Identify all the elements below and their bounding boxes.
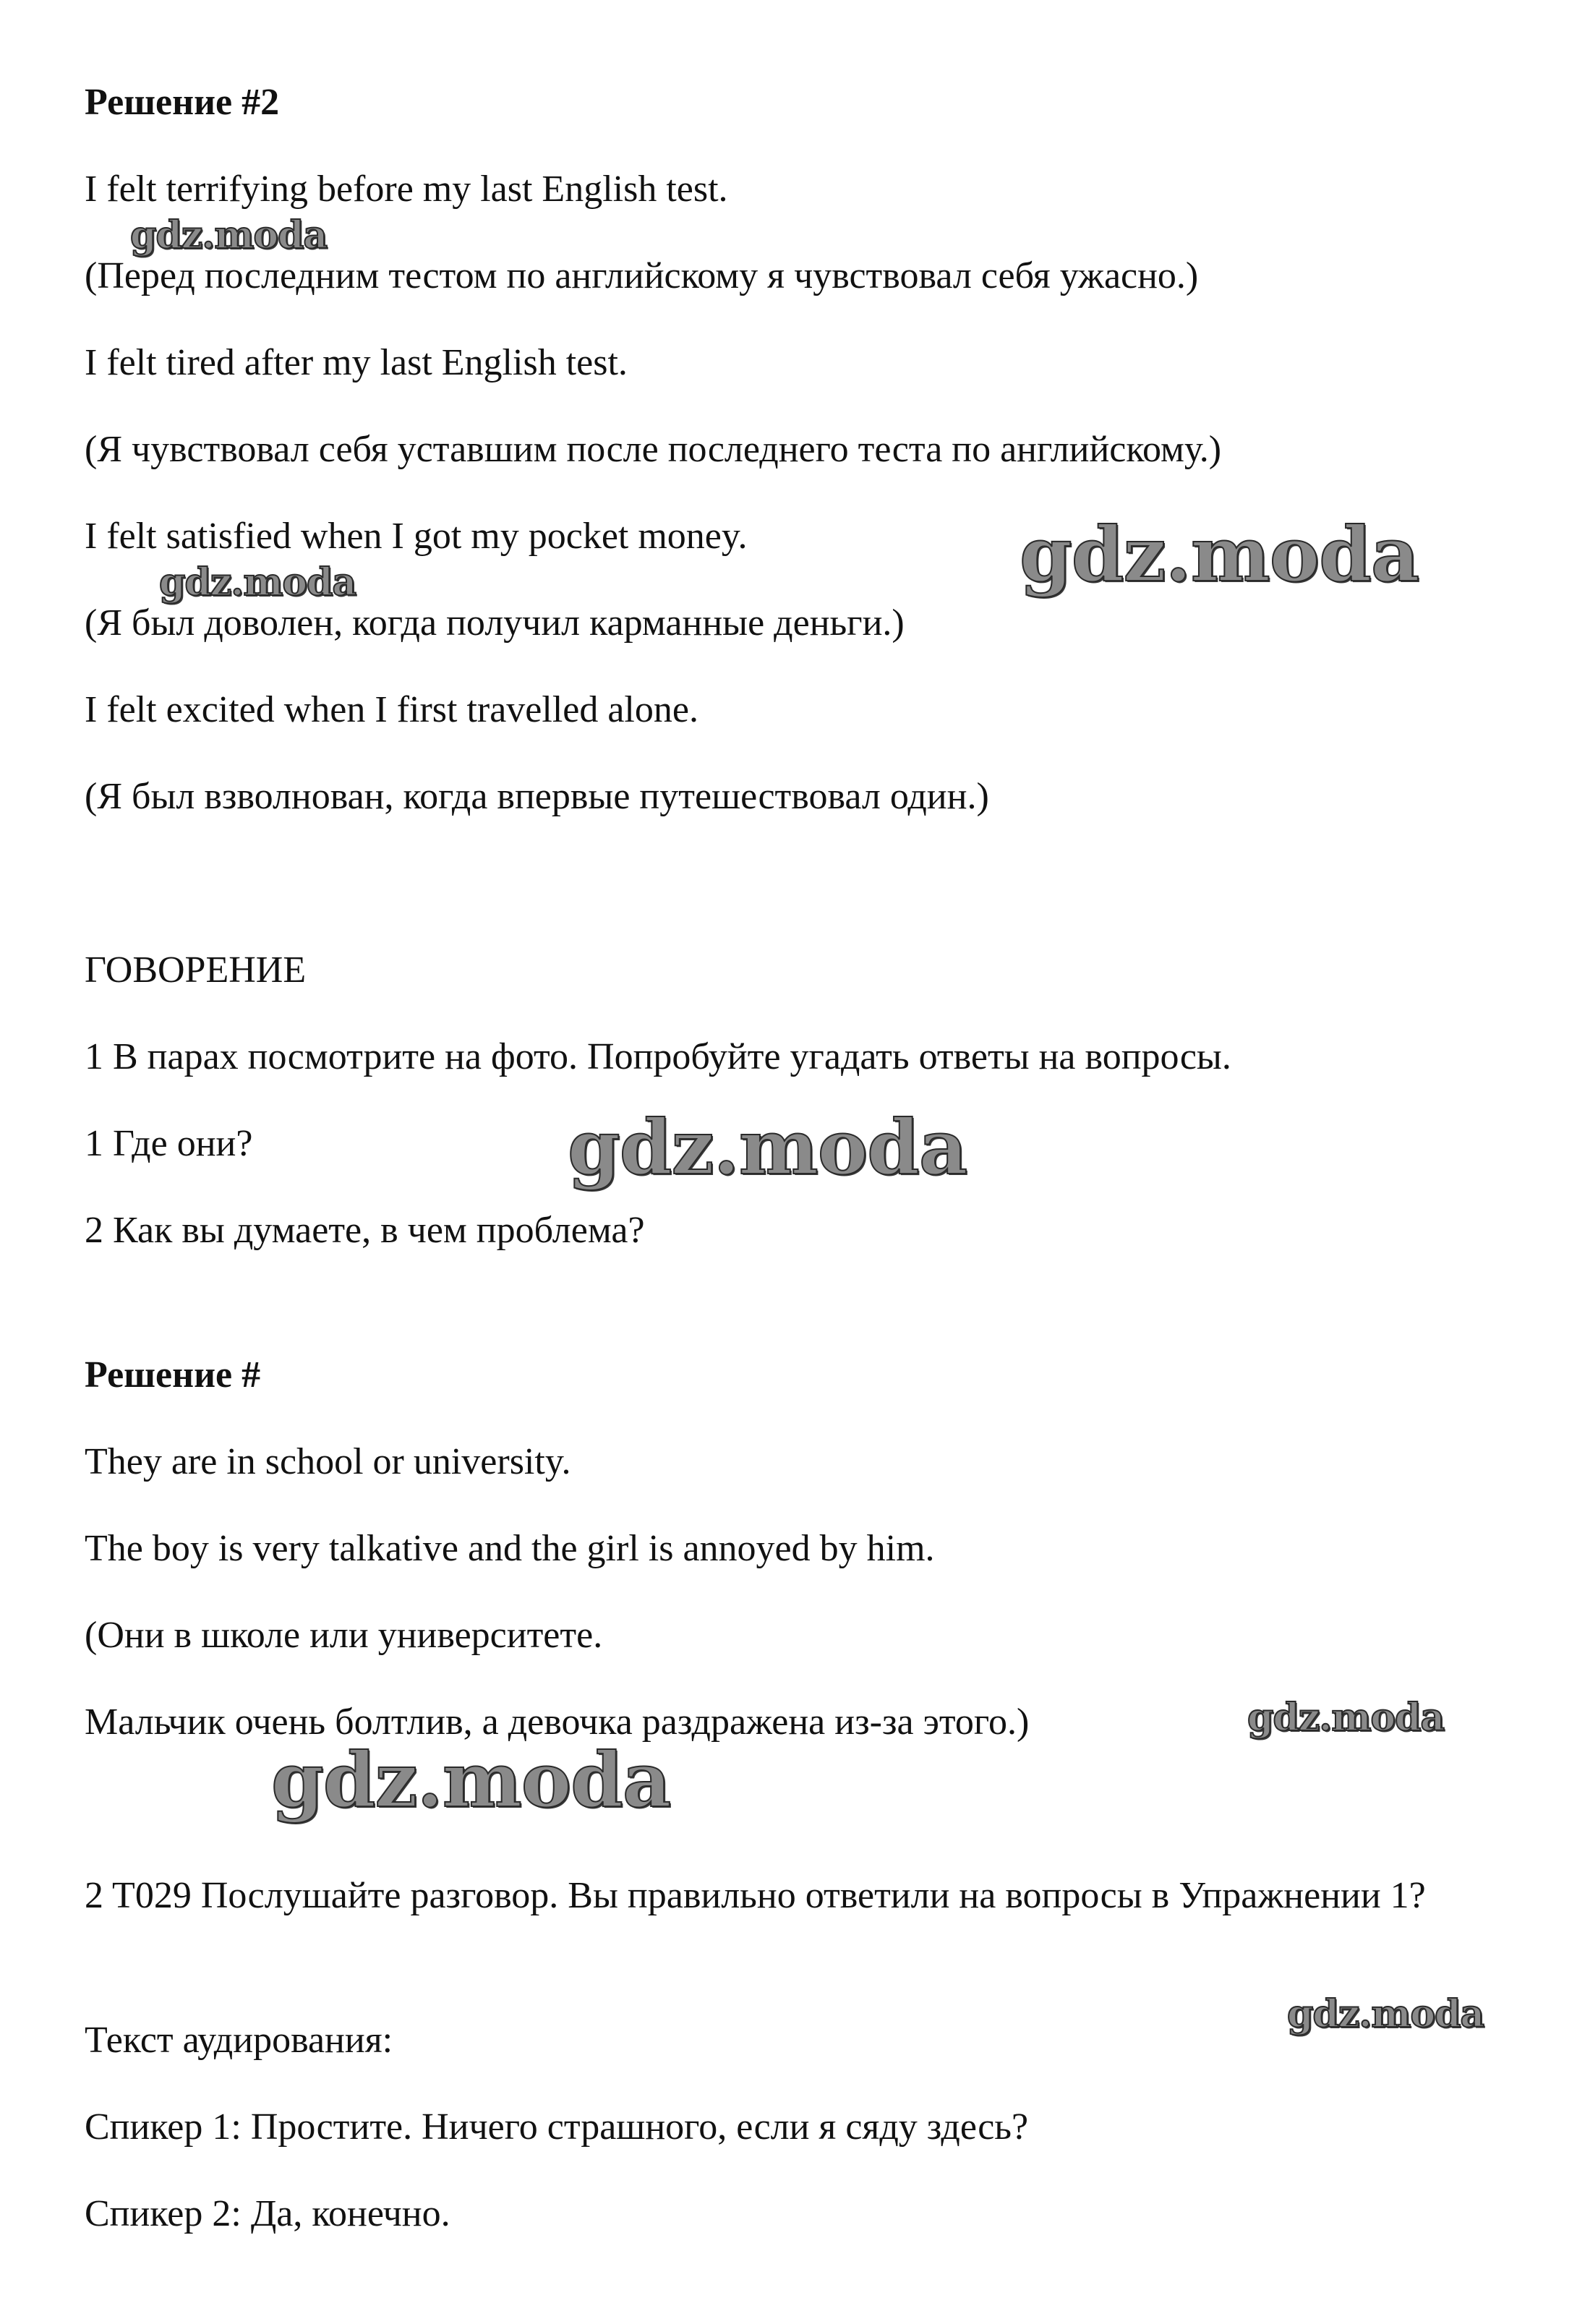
listening-script-label: Текст аудирования: bbox=[85, 2020, 393, 2061]
translation-line-5: (Они в школе или университете. bbox=[85, 1615, 603, 1656]
speaking-question-1: 1 Где они? bbox=[85, 1123, 253, 1164]
solution-heading-2: Решение #2 bbox=[85, 82, 280, 123]
watermark-logo: gdz.moda bbox=[1287, 1992, 1484, 2036]
answer-line-4: I felt excited when I first travelled alone. bbox=[85, 689, 698, 730]
answer-line-5: They are in school or university. bbox=[85, 1441, 571, 1482]
translation-line-3: (Я был доволен, когда получил карманные деньги.) bbox=[85, 602, 905, 644]
dialogue-line-1: Спикер 1: Простите. Ничего страшного, если я сяду здесь? bbox=[85, 2106, 1029, 2148]
watermark-logo: gdz.moda bbox=[159, 560, 356, 605]
watermark-logo: gdz.moda bbox=[1247, 1696, 1445, 1740]
translation-line-2: (Я чувствовал себя уставшим после последнего теста по английскому.) bbox=[85, 429, 1222, 470]
translation-line-6: Мальчик очень болтлив, а девочка раздражена из-за этого.) bbox=[85, 1701, 1030, 1743]
watermark-logo: gdz.moda bbox=[568, 1103, 967, 1192]
speaking-task: 1 В парах посмотрите на фото. Попробуйте угадать ответы на вопросы. bbox=[85, 1036, 1231, 1077]
watermark-logo: gdz.moda bbox=[1020, 510, 1419, 599]
answer-line-1: I felt terrifying before my last English test. bbox=[85, 168, 728, 210]
watermark-logo: gdz.moda bbox=[271, 1735, 671, 1824]
answer-line-2: I felt tired after my last English test. bbox=[85, 342, 628, 383]
translation-line-4: (Я был взволнован, когда впервые путешествовал один.) bbox=[85, 776, 989, 817]
watermark-logo: gdz.moda bbox=[130, 213, 328, 257]
answer-line-6: The boy is very talkative and the girl is annoyed by him. bbox=[85, 1528, 935, 1569]
dialogue-line-2: Спикер 2: Да, конечно. bbox=[85, 2193, 450, 2234]
speaking-question-2: 2 Как вы думаете, в чем проблема? bbox=[85, 1210, 645, 1251]
speaking-heading: ГОВОРЕНИЕ bbox=[85, 949, 307, 991]
solution-heading: Решение # bbox=[85, 1354, 261, 1396]
listening-task: 2 T029 Послушайте разговор. Вы правильно ответили на вопросы в Упражнении 1? bbox=[85, 1875, 1426, 1916]
answer-line-3: I felt satisfied when I got my pocket money. bbox=[85, 516, 748, 557]
translation-line-1: (Перед последним тестом по английскому я чувствовал себя ужасно.) bbox=[85, 255, 1199, 296]
